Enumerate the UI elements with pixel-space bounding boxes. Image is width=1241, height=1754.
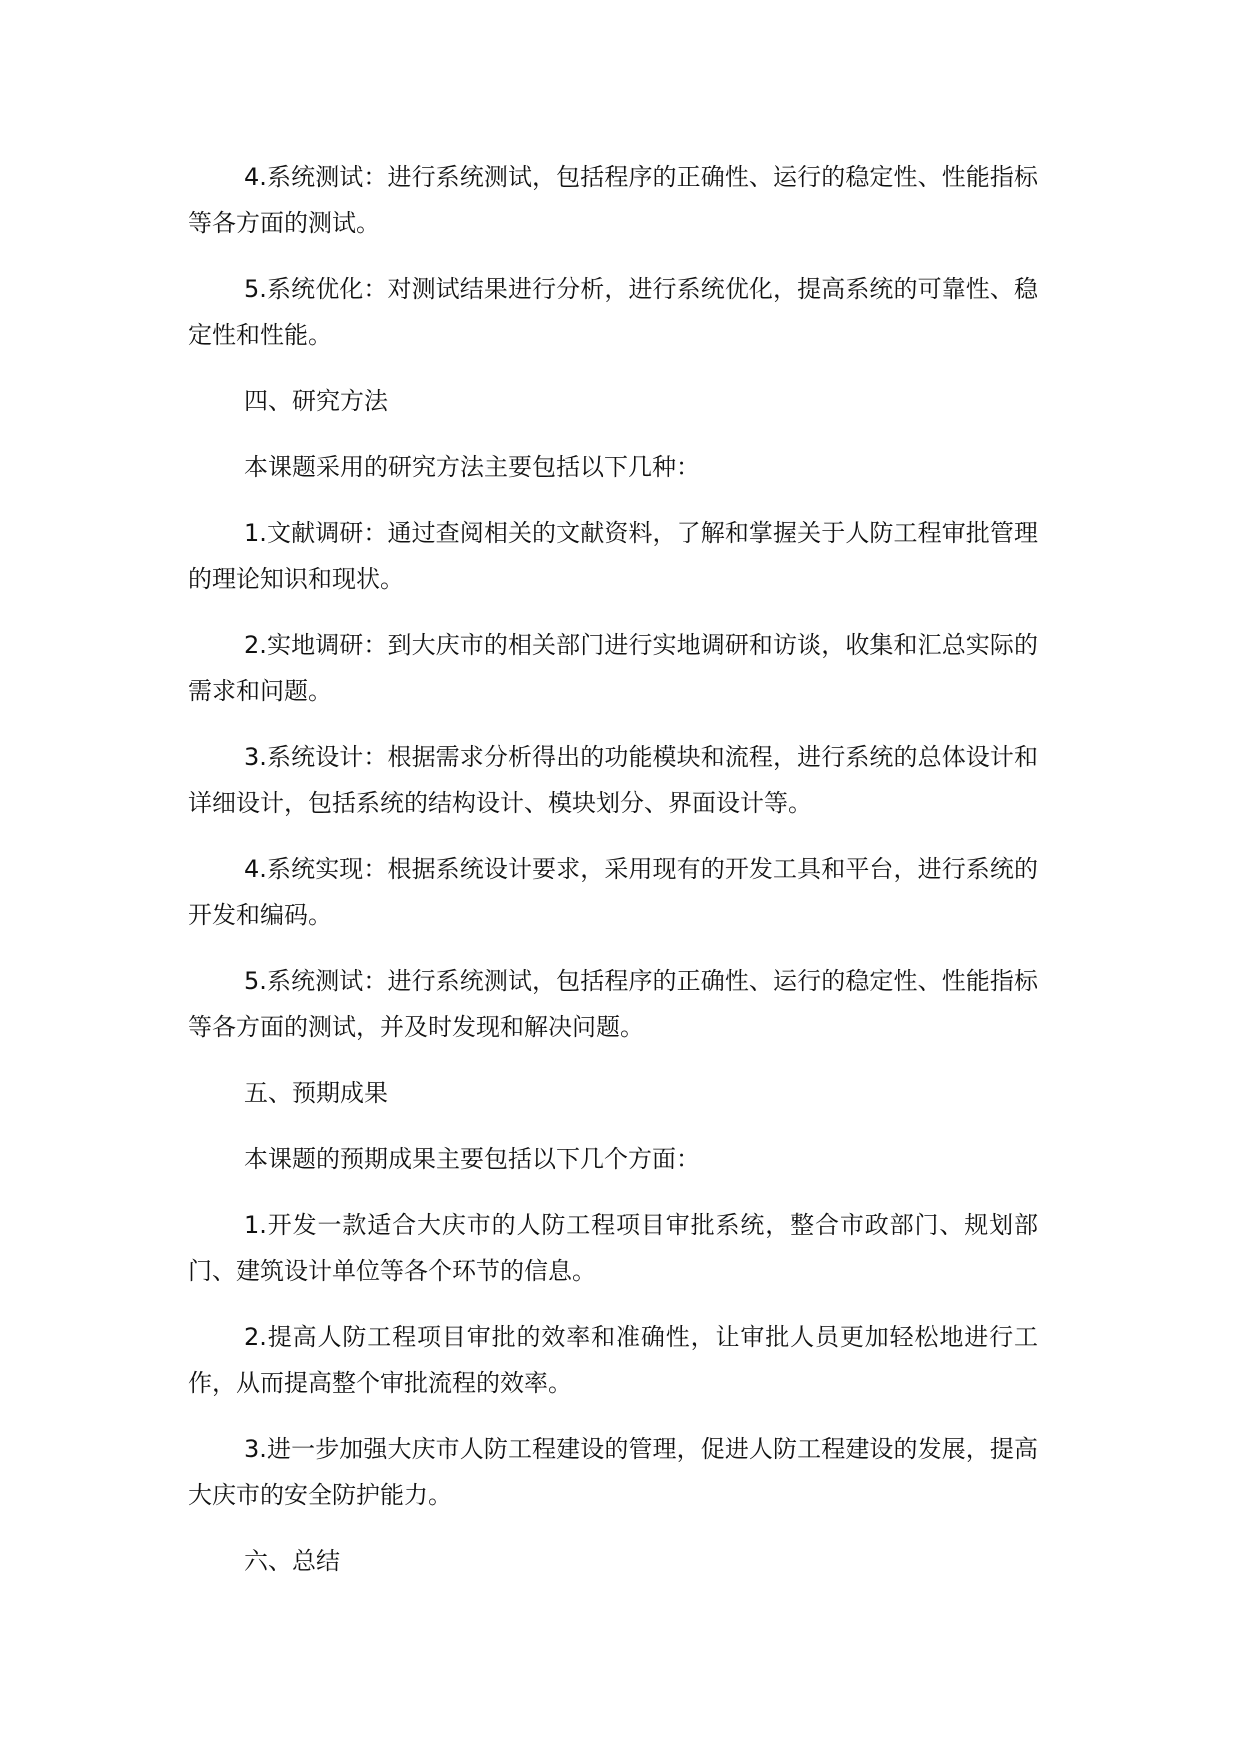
section-heading-research-methods: 四、研究方法 xyxy=(244,387,388,415)
paragraph-results-intro: 本课题的预期成果主要包括以下几个方面： xyxy=(244,1145,700,1173)
paragraph-result-3: 3.进一步加强大庆市人防工程建设的管理，促进人防工程建设的发展，提高大庆市的安全防护能力。 xyxy=(188,1435,1038,1509)
paragraph-result-1: 1.开发一款适合大庆市的人防工程项目审批系统，整合市政部门、规划部门、建筑设计单位等各个环节的信息。 xyxy=(188,1211,1038,1285)
section-heading-summary: 六、总结 xyxy=(244,1547,340,1575)
paragraph-literature-research: 1.文献调研：通过查阅相关的文献资料，了解和掌握关于人防工程审批管理的理论知识和现状。 xyxy=(188,519,1038,593)
paragraph-system-testing-2: 5.系统测试：进行系统测试，包括程序的正确性、运行的稳定性、性能指标等各方面的测试，并及时发现和解决问题。 xyxy=(188,967,1038,1041)
paragraph-field-research: 2.实地调研：到大庆市的相关部门进行实地调研和访谈，收集和汇总实际的需求和问题。 xyxy=(188,631,1038,705)
section-heading-expected-results: 五、预期成果 xyxy=(244,1079,388,1107)
paragraph-system-implementation: 4.系统实现：根据系统设计要求，采用现有的开发工具和平台，进行系统的开发和编码。 xyxy=(188,855,1038,929)
paragraph-system-optimization: 5.系统优化：对测试结果进行分析，进行系统优化，提高系统的可靠性、稳定性和性能。 xyxy=(188,275,1038,349)
paragraph-system-testing: 4.系统测试：进行系统测试，包括程序的正确性、运行的稳定性、性能指标等各方面的测试。 xyxy=(188,163,1038,237)
paragraph-methods-intro: 本课题采用的研究方法主要包括以下几种： xyxy=(244,453,700,481)
paragraph-result-2: 2.提高人防工程项目审批的效率和准确性，让审批人员更加轻松地进行工作，从而提高整个审批流程的效率。 xyxy=(188,1323,1038,1397)
paragraph-system-design: 3.系统设计：根据需求分析得出的功能模块和流程，进行系统的总体设计和详细设计，包括系统的结构设计、模块划分、界面设计等。 xyxy=(188,743,1038,817)
document-body xyxy=(188,154,1038,1604)
